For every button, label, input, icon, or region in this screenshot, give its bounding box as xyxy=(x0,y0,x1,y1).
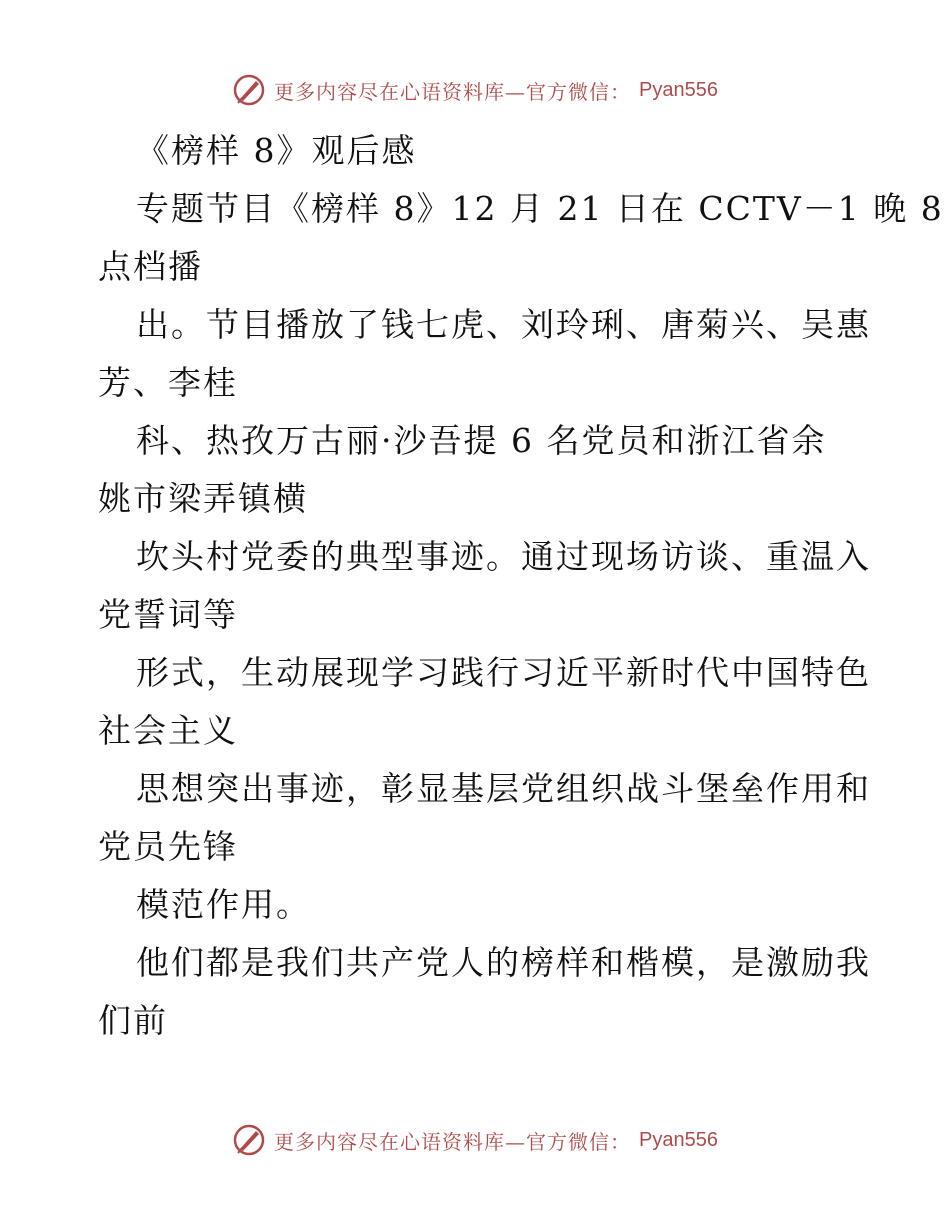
doc-line: 他们都是我们共产党人的榜样和楷模，是激励我 xyxy=(136,943,871,982)
watermark-id: Pyan556 xyxy=(639,78,718,101)
doc-line: 点档播 xyxy=(98,247,203,286)
header-watermark xyxy=(0,70,950,110)
doc-line: 社会主义 xyxy=(98,711,238,750)
doc-line: 坎头村党委的典型事迹。通过现场访谈、重温入 xyxy=(136,537,871,576)
doc-line: 出。节目播放了钱七虎、刘玲琍、唐菊兴、吴惠 xyxy=(136,305,871,344)
doc-line: 姚市梁弄镇横 xyxy=(98,479,308,518)
watermark-text: 更多内容尽在心语资料库—官方微信： xyxy=(274,79,632,104)
doc-line: 形式，生动展现学习践行习近平新时代中国特色 xyxy=(136,653,871,692)
doc-line: 思想突出事迹，彰显基层党组织战斗堡垒作用和 xyxy=(136,769,871,808)
watermark-text: 更多内容尽在心语资料库—官方微信： xyxy=(274,1129,632,1154)
document-body xyxy=(98,122,944,1050)
doc-title: 《榜样 8》观后感 xyxy=(136,131,417,170)
doc-line: 模范作用。 xyxy=(136,885,311,924)
doc-line: 科、热孜万古丽·沙吾提 6 名党员和浙江省余 xyxy=(136,421,827,460)
doc-line: 们前 xyxy=(98,1001,168,1040)
doc-line: 专题节目《榜样 8》12 月 21 日在 CCTV－1 晚 8 xyxy=(136,189,944,228)
footer-watermark xyxy=(0,1120,950,1160)
doc-line: 芳、李桂 xyxy=(98,363,238,402)
doc-line: 党员先锋 xyxy=(98,827,238,866)
watermark-id: Pyan556 xyxy=(639,1128,718,1151)
quill-logo-icon xyxy=(232,73,266,107)
doc-line: 党誓词等 xyxy=(98,595,238,634)
quill-logo-icon xyxy=(232,1123,266,1157)
